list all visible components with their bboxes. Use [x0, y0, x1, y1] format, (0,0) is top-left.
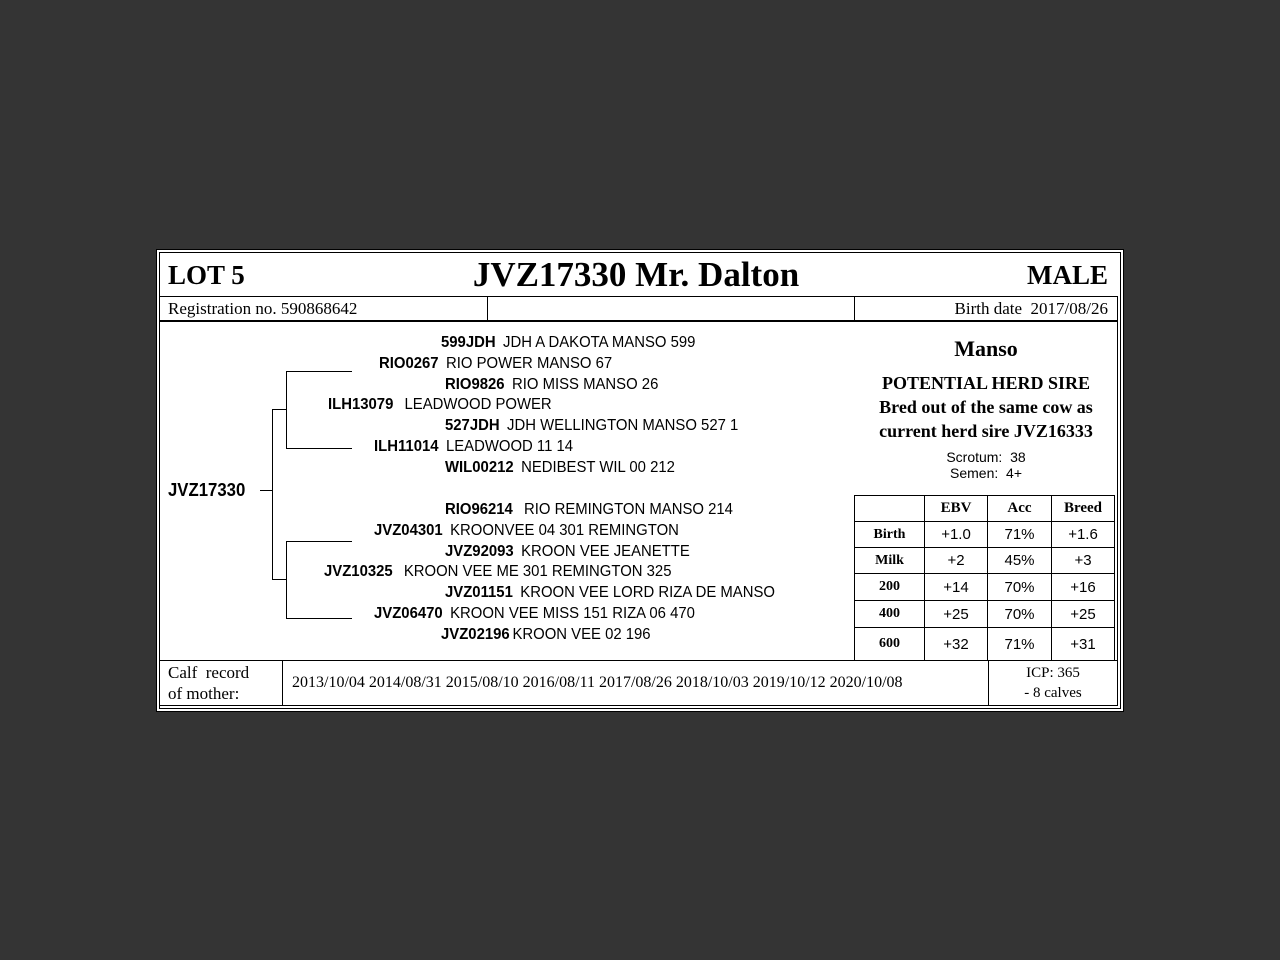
tree-line — [286, 371, 352, 372]
tree-line — [286, 618, 352, 619]
ebv-row — [855, 522, 1115, 548]
ebv-row — [855, 601, 1115, 628]
ebv-col-header: EBV — [925, 496, 988, 522]
semen — [854, 465, 1118, 482]
tree-line — [286, 448, 352, 449]
breed-name: Manso — [954, 336, 1018, 361]
breed-col-header: Breed — [1052, 496, 1115, 522]
calf-record-label-2: of mother: — [168, 684, 240, 703]
pedigree-entry: JVZ04301 KROONVEE 04 301 REMINGTON — [374, 522, 679, 539]
breed-value: +31 — [1052, 628, 1115, 661]
scrotum-value: 38 — [1010, 449, 1026, 465]
calf-record-label-1: Calf record — [168, 663, 250, 682]
pedigree-entry: WIL00212 NEDIBEST WIL 00 212 — [445, 459, 675, 476]
pedigree-entry: RIO0267 RIO POWER MANSO 67 — [379, 355, 613, 372]
registration-number: 590868642 — [280, 299, 358, 318]
pedigree-entry: JVZ92093 KROON VEE JEANETTE — [445, 543, 690, 560]
ebv-row — [855, 548, 1115, 574]
registration-label — [168, 299, 357, 319]
calves-count: - 8 calves — [1024, 685, 1082, 701]
pedigree-entry: RIO9826 RIO MISS MANSO 26 — [445, 376, 659, 393]
animal-title: JVZ17330 Mr. Dalton — [472, 255, 800, 294]
registration-label-text: Registration no. — [168, 299, 277, 318]
birth-date-label: Birth date — [954, 299, 1023, 318]
tree-line — [286, 541, 287, 619]
headline-line3: current herd sire JVZ16333 — [879, 421, 1093, 441]
icp-value: ICP: 365 — [1026, 665, 1080, 681]
ebv-header-row — [855, 496, 1115, 522]
pedigree-entry: ILH11014 LEADWOOD 11 14 — [374, 438, 574, 455]
pedigree-entry: 599JDH JDH A DAKOTA MANSO 599 — [441, 334, 696, 351]
lot-number: LOT 5 — [168, 260, 245, 290]
lot-card — [156, 249, 1124, 712]
tree-line — [272, 579, 286, 580]
breed-value: +3 — [1052, 548, 1115, 574]
ebv-row-label: 400 — [855, 601, 925, 628]
tree-line — [272, 409, 273, 580]
ebv-value: +1.0 — [925, 522, 988, 548]
headline: POTENTIAL HERD SIRE — [881, 373, 1091, 393]
pedigree-entry: ILH13079 LEADWOOD POWER — [328, 396, 552, 413]
birth-date-value: 2017/08/26 — [1030, 299, 1108, 318]
pedigree-entry: JVZ02196 KROON VEE 02 196 — [441, 626, 651, 643]
pedigree-subject: JVZ17330 — [168, 480, 246, 500]
acc-value: 71% — [988, 628, 1052, 661]
acc-value: 70% — [988, 574, 1052, 601]
semen-label: Semen: — [950, 465, 999, 481]
sex-label: MALE — [1027, 260, 1108, 290]
ebv-row-label: 600 — [855, 628, 925, 661]
calf-record-dates: 2013/10/04 2014/08/31 2015/08/10 2016/08/11 2017/08/26 2018/10/03 2019/10/12 2020/10/08 — [292, 674, 903, 691]
pedigree-entry: JVZ10325 KROON VEE ME 301 REMINGTON 325 — [324, 563, 672, 580]
pedigree-entry: 527JDH JDH WELLINGTON MANSO 527 1 — [445, 417, 739, 434]
ebv-value: +2 — [925, 548, 988, 574]
tree-line — [286, 371, 287, 449]
ebv-row-label: Birth — [855, 522, 925, 548]
ebv-value: +14 — [925, 574, 988, 601]
scrotum-label: Scrotum: — [946, 449, 1003, 465]
ebv-row — [855, 574, 1115, 601]
scrotum — [854, 449, 1118, 466]
ebv-table — [854, 495, 1115, 661]
birth-date — [955, 299, 1108, 319]
pedigree-entry: RIO96214 RIO REMINGTON MANSO 214 — [445, 501, 733, 518]
ebv-row — [855, 628, 1115, 661]
semen-value: 4+ — [1006, 465, 1022, 481]
breed-value: +1.6 — [1052, 522, 1115, 548]
tree-line — [272, 409, 286, 410]
acc-col-header: Acc — [988, 496, 1052, 522]
breed-value: +25 — [1052, 601, 1115, 628]
ebv-value: +32 — [925, 628, 988, 661]
tree-line — [286, 541, 352, 542]
acc-value: 71% — [988, 522, 1052, 548]
acc-value: 70% — [988, 601, 1052, 628]
blank-cell — [487, 296, 855, 321]
ebv-value: +25 — [925, 601, 988, 628]
ebv-row-label: 200 — [855, 574, 925, 601]
ebv-row-label: Milk — [855, 548, 925, 574]
breed-value: +16 — [1052, 574, 1115, 601]
pedigree-entry: JVZ06470 KROON VEE MISS 151 RIZA 06 470 — [374, 605, 695, 622]
headline-line2: Bred out of the same cow as — [879, 397, 1093, 417]
acc-value: 45% — [988, 548, 1052, 574]
pedigree-entry: JVZ01151 KROON VEE LORD RIZA DE MANSO — [445, 584, 775, 601]
ebv-corner-cell — [855, 496, 925, 522]
